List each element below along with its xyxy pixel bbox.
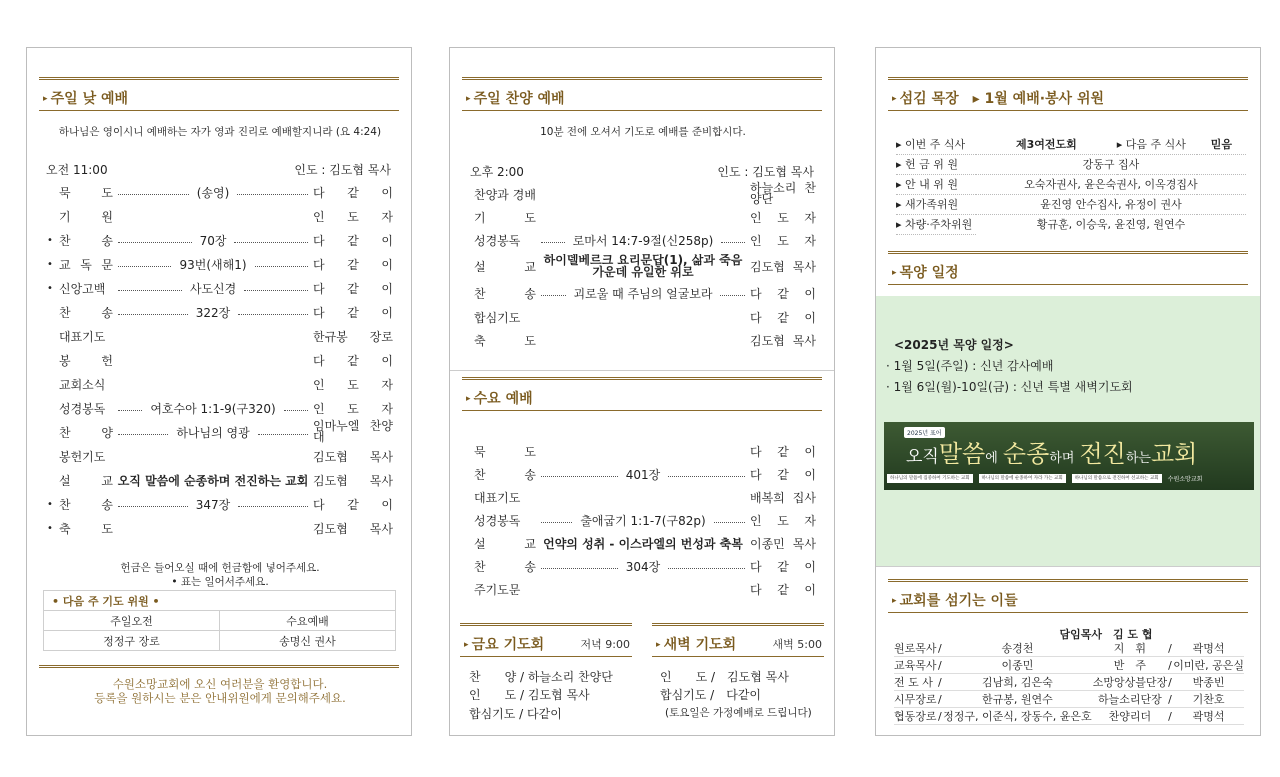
row-performer: 다 같 이 bbox=[750, 559, 816, 574]
row-content: 93번(새해1) bbox=[179, 257, 247, 272]
row-content: (송영) bbox=[196, 185, 230, 200]
next-head-2: 수요예배 bbox=[220, 611, 396, 631]
row-label: 기 도 bbox=[474, 210, 536, 225]
service-row bbox=[47, 181, 393, 203]
service-row bbox=[474, 509, 816, 531]
row-performer: 다 같 이 bbox=[313, 185, 393, 200]
row-label: 합심기도 bbox=[474, 310, 521, 325]
banner-sub: 하나님의 말씀에 집중하여 기도하는 교회 bbox=[887, 474, 973, 483]
row-label: 신앙고백 bbox=[59, 281, 106, 296]
row-performer: 다 같 이 bbox=[750, 582, 816, 597]
row-content: 여호수아 1:1-9(구320) bbox=[150, 401, 276, 416]
service-row bbox=[474, 440, 816, 462]
separator: / bbox=[938, 658, 942, 672]
sunday-morning-panel bbox=[26, 47, 412, 736]
service-row bbox=[47, 493, 393, 515]
separator: / bbox=[1168, 658, 1172, 672]
banner-logo: 수원소망교회 bbox=[1167, 476, 1203, 483]
row-leader-dots bbox=[116, 496, 310, 513]
row-content: 괴로울 때 주님의 얼굴보라 bbox=[573, 286, 713, 301]
row-leader-dots bbox=[116, 456, 310, 457]
svc-value: 오숙자권사, 윤은숙권사, 이옥경집사 bbox=[976, 174, 1246, 194]
minister-role: 전 도 사 bbox=[894, 674, 938, 691]
section-title: ▸ 주일 낮 예배 bbox=[43, 88, 128, 108]
service-leader: 인도 : 김도협 목사 bbox=[294, 163, 391, 177]
row-label: 묵 도 bbox=[474, 444, 536, 459]
service-row bbox=[474, 183, 816, 205]
schedule-box bbox=[876, 296, 1261, 566]
friday-row: 찬 양 / 하늘소리 찬양단 bbox=[469, 670, 613, 684]
minister-names: 곽명석 bbox=[1173, 708, 1244, 725]
service-row bbox=[474, 555, 816, 577]
minister-names: 정정구, 이준식, 장동수, 윤은호 bbox=[943, 708, 1092, 725]
row-performer: 인 도 자 bbox=[750, 233, 816, 248]
row-label: 봉 헌 bbox=[59, 353, 113, 368]
row-performer: 다 같 이 bbox=[750, 310, 816, 325]
service-row bbox=[47, 421, 393, 443]
service-leader: 인도 : 김도협 목사 bbox=[717, 165, 814, 179]
schedule-item: · 1월 5일(주일) : 신년 감사예배 bbox=[886, 359, 1054, 373]
row-label: 찬 송 bbox=[59, 497, 113, 512]
prep-note: 10분 전에 오셔서 기도로 예배를 준비합시다. bbox=[540, 126, 746, 138]
section-header bbox=[462, 77, 822, 111]
service-row bbox=[474, 229, 816, 251]
row-label: 찬양과 경배 bbox=[474, 187, 536, 202]
friday-time: 저녁 9:00 bbox=[580, 638, 630, 651]
svc-label: ▸ 차량·주차위원 bbox=[896, 214, 976, 234]
row-performer: 김도협 목사 bbox=[313, 521, 393, 536]
minister-names: 기찬호 bbox=[1173, 691, 1244, 708]
separator: / bbox=[938, 675, 942, 689]
dawn-title: ▸ 새벽 기도회 bbox=[656, 634, 736, 654]
row-performer: 김도협 목사 bbox=[750, 259, 816, 274]
sunday-praise-panel bbox=[449, 47, 835, 736]
banner-year: 2025년 표어 bbox=[904, 427, 945, 438]
divider bbox=[876, 566, 1261, 567]
row-content: 401장 bbox=[625, 467, 661, 482]
row-leader-dots bbox=[539, 340, 747, 341]
svc-value: 황규훈, 이승욱, 윤진영, 원연수 bbox=[1036, 218, 1186, 232]
row-performer: 김도협 목사 bbox=[750, 333, 816, 348]
minister-row bbox=[894, 640, 1244, 657]
standing-mark: • bbox=[47, 498, 53, 510]
standing-note: • 표는 일어서주세요. bbox=[171, 576, 269, 588]
friday-header bbox=[460, 623, 632, 657]
row-leader-dots bbox=[539, 589, 747, 590]
banner-motto: 오직말씀에 순종하며 전진하는교회 bbox=[906, 440, 1198, 468]
row-label: 성경봉독 bbox=[474, 233, 521, 248]
row-label: 설 교 bbox=[474, 536, 536, 551]
minister-names: 김남희, 김은숙 bbox=[943, 674, 1092, 691]
next-week-title: • 다음 주 기도 위원 • bbox=[44, 591, 396, 611]
friday-row: 합심기도 / 다같이 bbox=[469, 707, 562, 721]
service-row bbox=[47, 445, 393, 467]
row-performer: 임마누엘 찬양대 bbox=[313, 419, 393, 444]
row-content: 출애굽기 1:1-7(구82p) bbox=[580, 513, 706, 528]
service-row bbox=[47, 253, 393, 275]
row-leader-dots bbox=[539, 451, 747, 452]
svc-label: ▸ 다음 주 식사 bbox=[1117, 134, 1197, 154]
row-content: 로마서 14:7-9절(신258p) bbox=[572, 233, 714, 248]
standing-mark: • bbox=[47, 258, 53, 270]
banner-sub: 하나님의 말씀으로 전진하여 선교하는 교회 bbox=[1072, 474, 1162, 483]
row-leader-dots bbox=[116, 280, 310, 297]
standing-mark: • bbox=[47, 234, 53, 246]
minister-role: 교육목사 bbox=[894, 657, 938, 674]
row-content: 347장 bbox=[195, 497, 231, 512]
svc-label: ▸ 헌 금 위 원 bbox=[896, 154, 976, 174]
svc-value: 제3여전도회 bbox=[976, 134, 1117, 154]
row-label: 교회소식 bbox=[59, 377, 106, 392]
section-header bbox=[888, 251, 1248, 285]
row-label: 교 독 문 bbox=[59, 257, 113, 272]
senior-pastor: 담임목사 김 도 협 bbox=[1059, 628, 1153, 641]
minister-role: 시무장로 bbox=[894, 691, 938, 708]
minister-role: 찬양리더 bbox=[1092, 708, 1168, 725]
row-performer: 다 같 이 bbox=[750, 286, 816, 301]
row-leader-dots bbox=[539, 558, 747, 575]
section-title: ▸ 섬김 목장 ▸ 1월 예배·봉사 위원 bbox=[892, 88, 1104, 108]
row-performer: 한규봉 장로 bbox=[313, 329, 393, 344]
separator: / bbox=[1168, 692, 1172, 706]
row-leader-dots bbox=[116, 472, 310, 489]
next-val-2: 송명신 권사 bbox=[220, 631, 396, 651]
church-info-panel bbox=[875, 47, 1261, 736]
row-performer: 인 도 자 bbox=[750, 513, 816, 528]
minister-names: 송경천 bbox=[943, 640, 1092, 657]
minister-row bbox=[894, 708, 1244, 725]
friday-row: 인 도 / 김도협 목사 bbox=[469, 688, 590, 702]
minister-role: 원로목사 bbox=[894, 642, 937, 655]
banner-sub: 하나님의 말씀에 순종하여 자라 가는 교회 bbox=[979, 474, 1066, 483]
row-leader-dots bbox=[116, 304, 310, 321]
row-leader-dots bbox=[539, 512, 747, 529]
row-label: 찬 송 bbox=[474, 467, 536, 482]
row-leader-dots bbox=[539, 194, 747, 195]
row-content: 언약의 성취 - 이스라엘의 번성과 축복 bbox=[543, 536, 743, 551]
service-row bbox=[474, 486, 816, 508]
row-label: 찬 송 bbox=[59, 233, 113, 248]
schedule-heading: <2025년 목양 일정> bbox=[894, 338, 1014, 352]
row-label: 기 원 bbox=[59, 209, 113, 224]
svc-label: ▸ 새가족위원 bbox=[896, 194, 976, 214]
friday-title: ▸ 금요 기도회 bbox=[464, 634, 544, 654]
section-title: ▸ 수요 예배 bbox=[466, 388, 533, 408]
minister-role: 지 휘 bbox=[1092, 640, 1168, 657]
divider bbox=[450, 370, 835, 371]
row-label: 축 도 bbox=[59, 521, 113, 536]
row-label: 대표기도 bbox=[59, 329, 106, 344]
dawn-header bbox=[652, 623, 824, 657]
row-performer: 인 도 자 bbox=[750, 210, 816, 225]
row-label: 주기도문 bbox=[474, 582, 521, 597]
service-row bbox=[47, 469, 393, 491]
row-leader-dots bbox=[116, 336, 310, 337]
row-label: 성경봉독 bbox=[59, 401, 106, 416]
separator: / bbox=[1168, 709, 1172, 723]
row-label: 설 교 bbox=[59, 473, 113, 488]
row-performer: 배복희 집사 bbox=[750, 490, 816, 505]
section-header bbox=[462, 377, 822, 411]
row-performer: 김도협 목사 bbox=[313, 473, 393, 488]
minister-row bbox=[894, 674, 1244, 691]
schedule-item: · 1월 6일(월)-10일(금) : 신년 특별 새벽기도회 bbox=[886, 380, 1133, 394]
row-performer: 다 같 이 bbox=[313, 497, 393, 512]
row-leader-dots bbox=[539, 466, 747, 483]
welcome-line-1: 수원소망교회에 오신 여러분을 환영합니다. bbox=[112, 677, 328, 691]
row-performer: 하늘소리 찬양단 bbox=[750, 181, 816, 206]
service-row bbox=[47, 397, 393, 419]
row-leader-dots bbox=[539, 497, 747, 498]
minister-names: 곽명석 bbox=[1173, 640, 1244, 657]
service-row bbox=[474, 578, 816, 600]
minister-row bbox=[894, 657, 1244, 674]
service-time: 오전 11:00 bbox=[46, 163, 108, 177]
row-leader-dots bbox=[116, 232, 310, 249]
service-time: 오후 2:00 bbox=[470, 165, 524, 179]
row-label: 봉헌기도 bbox=[59, 449, 106, 464]
row-label: 찬 송 bbox=[474, 559, 536, 574]
row-label: 축 도 bbox=[474, 333, 536, 348]
minister-row bbox=[894, 691, 1244, 708]
row-label: 대표기도 bbox=[474, 490, 521, 505]
next-head-1: 주일오전 bbox=[44, 611, 220, 631]
row-performer: 다 같 이 bbox=[750, 444, 816, 459]
svc-label: ▸ 이번 주 식사 bbox=[896, 134, 976, 154]
row-leader-dots bbox=[116, 400, 310, 417]
row-performer: 다 같 이 bbox=[750, 467, 816, 482]
row-performer: 다 같 이 bbox=[313, 257, 393, 272]
row-performer: 다 같 이 bbox=[313, 233, 393, 248]
service-row bbox=[474, 463, 816, 485]
service-row bbox=[474, 329, 816, 351]
row-leader-dots bbox=[539, 232, 747, 249]
row-performer: 인 도 자 bbox=[313, 401, 393, 416]
row-content: 304장 bbox=[625, 559, 661, 574]
svc-value: 강동구 집사 bbox=[976, 154, 1246, 174]
row-performer: 김도협 목사 bbox=[313, 449, 393, 464]
dawn-time: 새벽 5:00 bbox=[772, 638, 822, 651]
row-leader-dots bbox=[116, 256, 310, 273]
row-content: 70장 bbox=[199, 233, 227, 248]
service-row bbox=[474, 282, 816, 304]
row-performer: 다 같 이 bbox=[313, 281, 393, 296]
row-leader-dots bbox=[116, 360, 310, 361]
service-committee-table bbox=[896, 134, 1246, 235]
dawn-note: (토요일은 가정예배로 드립니다) bbox=[665, 707, 812, 719]
row-label: 설 교 bbox=[474, 259, 536, 274]
minister-names: 박종빈 bbox=[1173, 674, 1244, 691]
welcome-line-2: 등록을 원하시는 분은 안내위원에게 문의해주세요. bbox=[94, 691, 346, 705]
dawn-row: 인 도 / 김도협 목사 bbox=[660, 670, 789, 684]
separator: / bbox=[938, 709, 942, 723]
service-row bbox=[47, 229, 393, 251]
service-row bbox=[47, 205, 393, 227]
service-row bbox=[474, 255, 816, 277]
row-leader-dots bbox=[539, 285, 747, 302]
ministers-table bbox=[894, 640, 1244, 725]
row-content: 322장 bbox=[195, 305, 231, 320]
service-row bbox=[474, 306, 816, 328]
section-title: ▸ 교회를 섬기는 이들 bbox=[892, 590, 1018, 610]
row-content: 오직 말씀에 순종하며 전진하는 교회 bbox=[117, 473, 309, 488]
svc-value: 믿음 bbox=[1197, 134, 1246, 154]
banner-subs bbox=[887, 474, 1202, 483]
minister-role: 협동장로 bbox=[894, 708, 938, 725]
row-label: 묵 도 bbox=[59, 185, 113, 200]
row-performer: 다 같 이 bbox=[313, 353, 393, 368]
row-leader-dots bbox=[116, 384, 310, 385]
row-performer: 인 도 자 bbox=[313, 377, 393, 392]
row-content: 사도신경 bbox=[189, 281, 237, 296]
minister-role: 소망앙상블단장 bbox=[1092, 674, 1168, 691]
row-performer: 인 도 자 bbox=[313, 209, 393, 224]
section-title: ▸ 목양 일정 bbox=[892, 262, 959, 282]
row-label: 찬 양 bbox=[59, 425, 113, 440]
dawn-row: 합심기도 / 다같이 bbox=[660, 688, 762, 702]
minister-names: 이종민 bbox=[943, 657, 1092, 674]
next-week-prayer-table bbox=[43, 590, 396, 651]
divider bbox=[39, 665, 399, 668]
separator: / bbox=[1168, 675, 1172, 689]
separator: / bbox=[938, 692, 942, 706]
row-label: 찬 송 bbox=[474, 286, 536, 301]
separator: / bbox=[938, 641, 942, 655]
standing-mark: • bbox=[47, 522, 53, 534]
section-header bbox=[888, 579, 1248, 613]
section-header bbox=[888, 77, 1248, 111]
service-row bbox=[47, 373, 393, 395]
minister-names: 이미란, 공은실 bbox=[1173, 657, 1244, 674]
svc-label: ▸ 안 내 위 원 bbox=[896, 174, 976, 194]
service-row bbox=[47, 301, 393, 323]
standing-mark: • bbox=[47, 282, 53, 294]
row-content: 하이델베르크 요리문답(1), 삶과 죽음 가운데 유일한 위로 bbox=[543, 254, 743, 278]
row-label: 찬 송 bbox=[59, 305, 113, 320]
minister-names: 한규봉, 원연수 bbox=[943, 691, 1092, 708]
service-row bbox=[474, 532, 816, 554]
row-leader-dots bbox=[116, 216, 310, 217]
row-leader-dots bbox=[539, 317, 747, 318]
row-label: 성경봉독 bbox=[474, 513, 521, 528]
bible-verse: 하나님은 영이시니 예배하는 자가 영과 진리로 예배할지니라 (요 4:24) bbox=[58, 126, 382, 138]
row-performer: 다 같 이 bbox=[313, 305, 393, 320]
svc-value: 윤진영 안수집사, 유정이 권사 bbox=[976, 194, 1246, 214]
service-row bbox=[474, 206, 816, 228]
section-header bbox=[39, 77, 399, 111]
separator: / bbox=[1168, 641, 1172, 655]
service-row bbox=[47, 517, 393, 539]
row-content: 하나님의 영광 bbox=[176, 425, 250, 440]
motto-banner bbox=[884, 422, 1254, 490]
row-leader-dots bbox=[539, 254, 747, 278]
row-performer: 이종민 목사 bbox=[750, 536, 816, 551]
next-val-1: 정정구 장로 bbox=[44, 631, 220, 651]
service-row bbox=[47, 325, 393, 347]
offering-note: 헌금은 들어오실 때에 헌금함에 넣어주세요. bbox=[120, 562, 320, 574]
section-title: ▸ 주일 찬양 예배 bbox=[466, 88, 565, 108]
row-leader-dots bbox=[539, 535, 747, 552]
service-row bbox=[47, 349, 393, 371]
row-leader-dots bbox=[539, 217, 747, 218]
minister-role: 반 주 bbox=[1092, 657, 1168, 674]
row-leader-dots bbox=[116, 528, 310, 529]
service-row bbox=[47, 277, 393, 299]
row-leader-dots bbox=[116, 184, 310, 201]
row-leader-dots bbox=[116, 424, 310, 441]
minister-role: 하늘소리단장 bbox=[1092, 691, 1168, 708]
